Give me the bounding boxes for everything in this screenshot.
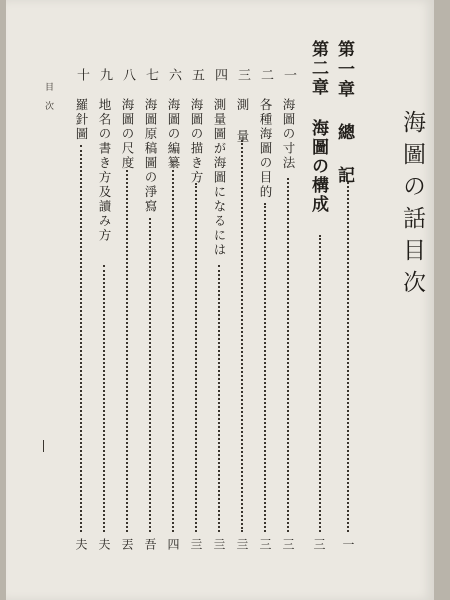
leader-dots: [347, 182, 349, 532]
entry-number: 四: [212, 68, 227, 81]
page-number: 亖: [235, 538, 249, 550]
entry-number: 八: [120, 68, 135, 81]
entry-number: 十: [74, 68, 89, 81]
leader-dots: [195, 183, 197, 532]
entry-title: 各種海圖の目的: [258, 98, 273, 200]
page-number: 三: [312, 538, 326, 550]
page-title: 海圖の話目次: [399, 110, 425, 302]
leader-dots: [218, 265, 220, 532]
entry-title: 海圖の寸法: [281, 98, 296, 171]
page-number: 亖: [212, 538, 226, 550]
leader-dots: [80, 145, 82, 532]
leader-dots: [172, 170, 174, 532]
page-number: 三: [281, 538, 295, 550]
entry-number: 七: [143, 68, 158, 81]
entry-number: 九: [97, 68, 112, 81]
leader-dots: [319, 235, 321, 532]
entry-number: 六: [166, 68, 181, 81]
page-number: 一: [341, 538, 355, 550]
leader-dots: [103, 265, 105, 532]
chapter-1-heading: 第一章 總 記: [334, 40, 354, 186]
page-number: 吾: [143, 538, 157, 550]
page-number: 三: [258, 538, 272, 550]
leader-dots: [264, 203, 266, 532]
entry-title: 地名の書き方及讀み方: [97, 98, 112, 243]
page-number: 四: [166, 538, 180, 550]
entry-title: 海圖の編纂: [166, 98, 181, 171]
leader-dots: [149, 218, 151, 532]
entry-number: 三: [235, 68, 250, 81]
entry-title: 海圖の尺度: [120, 98, 135, 171]
entry-title: 羅針圖: [74, 98, 89, 142]
entry-number: 二: [258, 68, 273, 81]
page-number: 亖: [189, 538, 203, 550]
page-number: 夫: [97, 538, 111, 550]
leader-dots: [126, 170, 128, 532]
running-head: 目 次: [43, 82, 53, 110]
entry-number: 一: [281, 68, 296, 81]
chapter-2-heading: 第二章 海圖の構成: [308, 40, 328, 214]
leader-dots: [287, 178, 289, 532]
entry-number: 五: [189, 68, 204, 81]
entry-title: 海圖の描き方: [189, 98, 204, 185]
folio-mark: [43, 440, 44, 452]
entry-title: 測量圖が海圖になるには: [212, 98, 227, 258]
entry-title: 測 量: [235, 98, 250, 144]
entry-title: 海圖原稿圖の淨寫: [143, 98, 158, 214]
page-number: 夫: [74, 538, 88, 550]
book-page: [6, 0, 434, 600]
page-number: 丟: [120, 538, 134, 550]
leader-dots: [241, 140, 243, 532]
